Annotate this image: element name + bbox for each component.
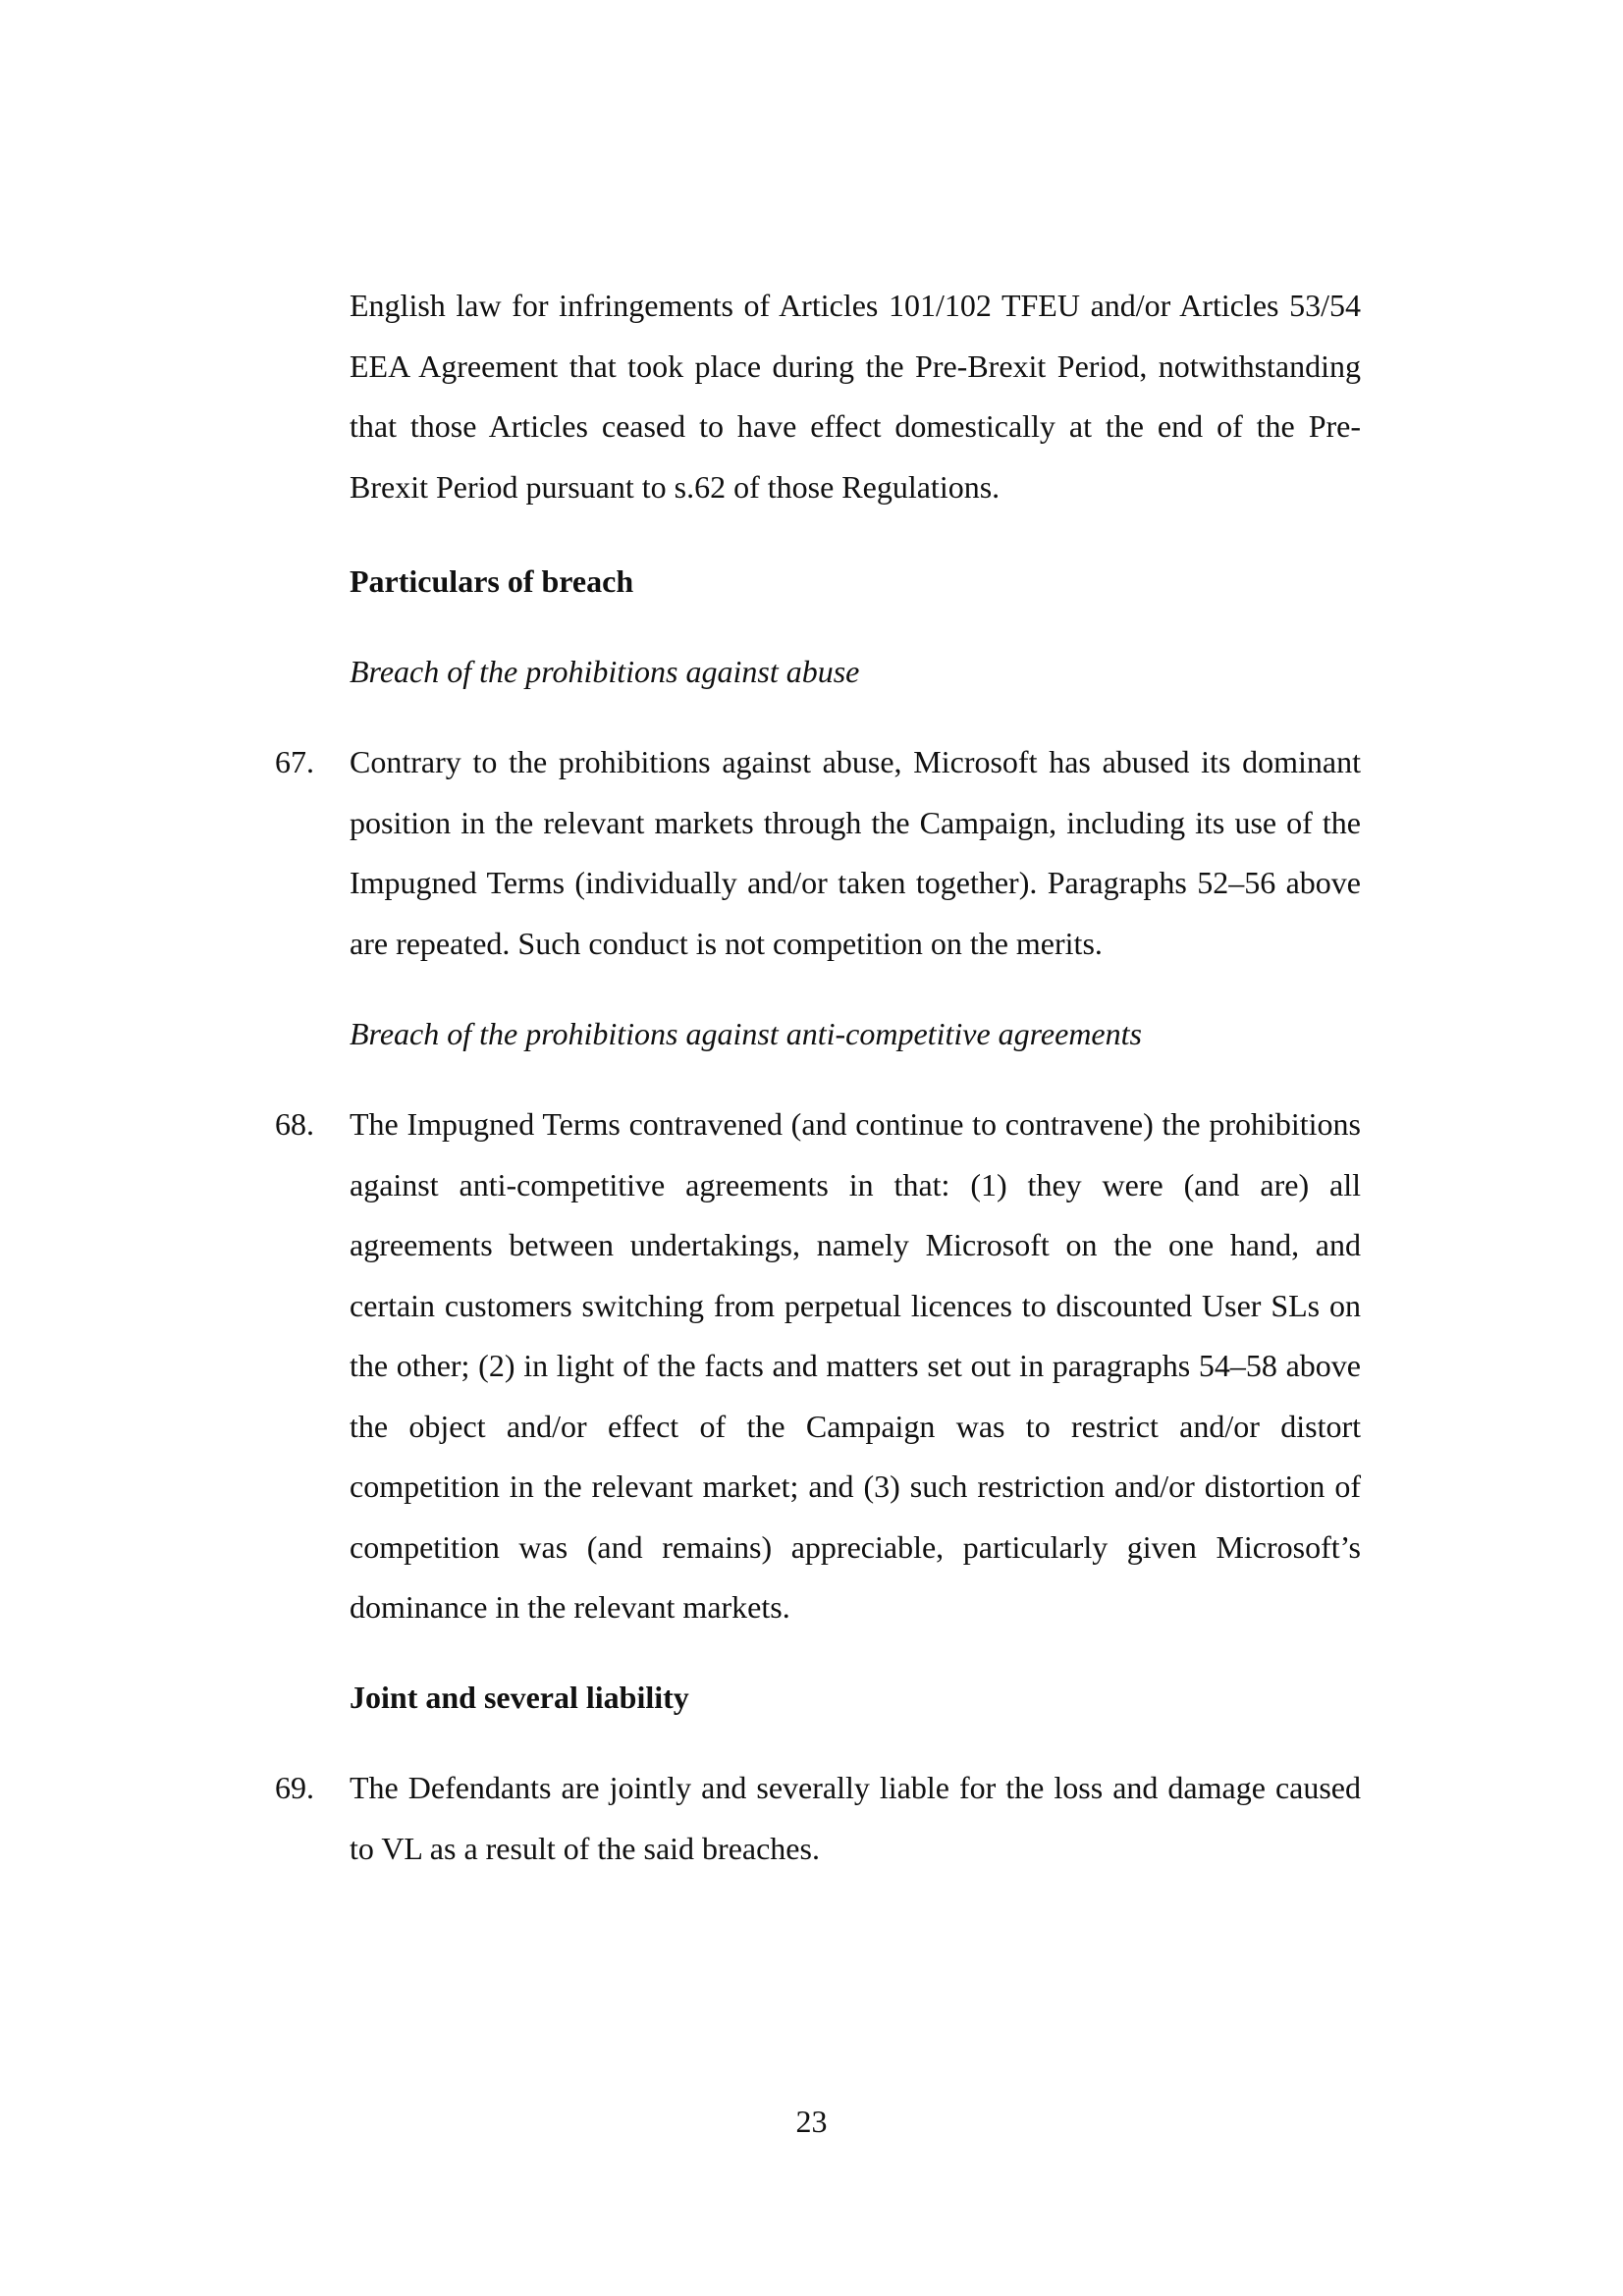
section-heading-particulars-of-breach: Particulars of breach — [350, 563, 634, 599]
paragraph-number: 68. — [275, 1106, 314, 1142]
paragraph-text: The Defendants are jointly and severally liable for the loss and damage caused to VL as a result of the said breaches. — [350, 1770, 1361, 1866]
subheading-anti-competitive-agreements: Breach of the prohibitions against anti-competitive agreements — [350, 1016, 1142, 1051]
subheading-abuse: Breach of the prohibitions against abuse — [350, 654, 860, 689]
continuation-paragraph: English law for infringements of Articles 101/102 TFEU and/or Articles 53/54 EEA Agreement that took place during the Pre-Brexit Period, notwithstanding that those Articles ceased to have effect domestically at the end of the Pre-Brexit Period pursuant to s.62 of those Regulations. — [350, 288, 1361, 505]
paragraph-67 — [275, 732, 1361, 974]
paragraph-68 — [275, 1095, 1361, 1638]
paragraph-number: 69. — [275, 1770, 314, 1805]
paragraph-text: The Impugned Terms contravened (and continue to contravene) the prohibitions against anti-competitive agreements in that: (1) they were (and are) all agreements between undertakings, namely Microsoft on the one hand, and certain customers switching from perpetual licences to discounted User SLs on the other; (2) in light of the facts and matters set out in paragraphs 54–58 above the object and/or effect of the Campaign was to restrict and/or distort competition in the relevant market; and (3) such restriction and/or distortion of competition was (and remains) appreciable, particularly given Microsoft’s dominance in the relevant markets. — [350, 1106, 1361, 1625]
page-number: 23 — [795, 2104, 828, 2139]
paragraph-number: 67. — [275, 744, 314, 779]
paragraph-text: Contrary to the prohibitions against abuse, Microsoft has abused its dominant position in the relevant markets through the Campaign, including its use of the Impugned Terms (individually and/or taken together). Paragraphs 52–56 above are repeated. Such conduct is not competition on the merits. — [350, 744, 1361, 961]
section-heading-joint-and-several-liability: Joint and several liability — [350, 1680, 689, 1715]
paragraph-69 — [275, 1758, 1361, 1879]
